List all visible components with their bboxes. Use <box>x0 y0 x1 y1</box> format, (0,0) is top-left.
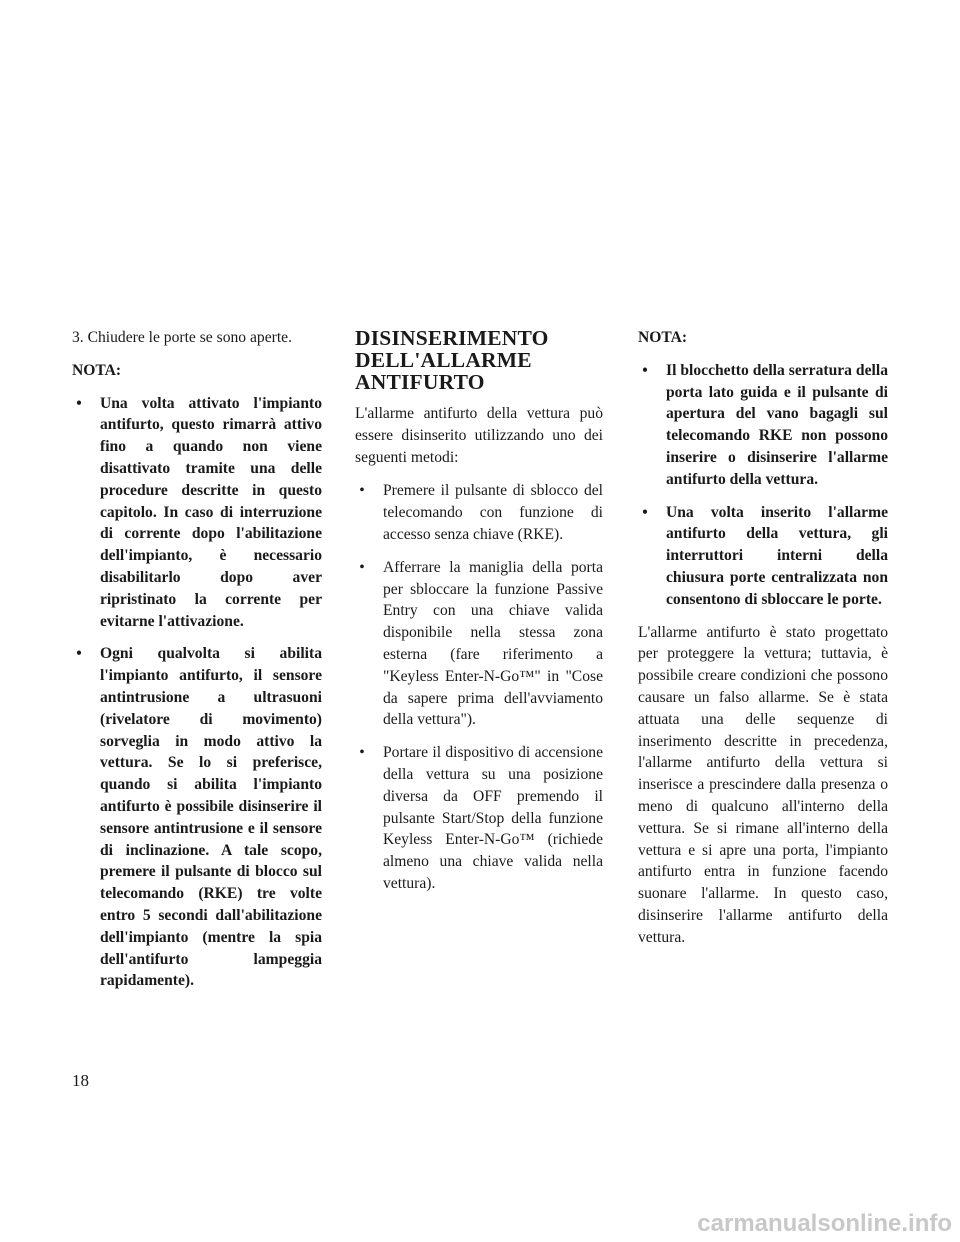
list-item <box>638 360 888 491</box>
bullet-icon: • <box>76 394 82 412</box>
method-bullet-list <box>355 480 603 894</box>
watermark: carmanualsonline.info <box>697 1210 952 1237</box>
list-item-text: Il blocchetto della serratura della porta lato guida e il pulsante di apertura del vano bagagli sul telecomando RKE non possono inserire o disinserire l'allarme antifurto della vettura. <box>666 361 888 488</box>
nota-label: NOTA: <box>638 329 688 346</box>
bullet-icon: • <box>359 558 365 576</box>
bullet-icon: • <box>642 361 648 379</box>
bullet-icon: • <box>359 744 365 762</box>
step-3-text: 3. Chiudere le porte se sono aperte. <box>72 329 292 346</box>
list-item <box>72 643 322 992</box>
section-heading: DISINSERIMENTO DELL'ALLARME ANTIFURTO <box>355 326 549 394</box>
bullet-icon: • <box>76 645 82 663</box>
left-column <box>72 327 322 1003</box>
list-item <box>355 742 603 895</box>
body-paragraph: L'allarme antifurto è stato progettato per proteggere la vettura; tuttavia, è possibile creare condizioni che possono causare un falso allarme. Se è stata attuata una delle sequenze di inserimento descritte in precedenza, l'allarme antifurto della vettura si inserisce a prescindere dalla presenza o meno di qualcuno all'interno della vettura. Se si rimane all'interno della vettura e si apre una porta, l'impianto antifurto entra in funzione facendo suonare l'allarme. In questo caso, disinserire l'allarme antifurto della vettura. <box>638 623 888 946</box>
bullet-icon: • <box>359 482 365 500</box>
list-item <box>355 557 603 731</box>
right-column <box>638 327 888 961</box>
list-item <box>72 393 322 633</box>
page-number: 18 <box>72 1071 89 1090</box>
list-item-text: Ogni qualvolta si abilita l'impianto antifurto, il sensore antintrusione a ultrasuoni (rivelatore di movimento) sorveglia in modo attivo la vettura. Se lo si preferisce, quando si abilita l'impianto antifurto è possibile disinserire il sensore antintrusione e il sensore di inclinazione. A tale scopo, premere il pulsante di blocco sul telecomando (RKE) tre volte entro 5 secondi dall'abilitazione dell'impianto (mentre la spia dell'antifurto lampeggia rapidamente). <box>100 645 322 990</box>
bullet-icon: • <box>642 503 648 521</box>
list-item-text: Premere il pulsante di sblocco del telecomando con funzione di accesso senza chiave (RKE). <box>383 482 603 543</box>
list-item <box>355 480 603 545</box>
intro-paragraph: L'allarme antifurto della vettura può essere disinserito utilizzando uno dei seguenti metodi: <box>355 405 603 466</box>
list-item <box>638 502 888 611</box>
list-item-text: Afferrare la maniglia della porta per sbloccare la funzione Passive Entry con una chiave valida disponibile nella stessa zona esterna (fare riferimento a "Keyless Enter-N-Go™" in "Cose da sapere prima dell'avviamento della vettura"). <box>383 558 603 729</box>
list-item-text: Portare il dispositivo di accensione della vettura su una posizione diversa da OFF premendo il pulsante Start/Stop della funzione Keyless Enter-N-Go™ (richiede almeno una chiave valida nella vettura). <box>383 744 603 892</box>
list-item-text: Una volta attivato l'impianto antifurto, questo rimarrà attivo fino a quando non viene disattivato tramite una delle procedure descritte in questo capitolo. In caso di interruzione di corrente dopo l'abilitazione dell'impianto, è necessario disabilitarlo dopo aver ripristinato la corrente per evitarne l'attivazione. <box>100 394 322 630</box>
nota-bullet-list <box>638 360 888 611</box>
nota-bullet-list <box>72 393 322 993</box>
nota-label: NOTA: <box>72 361 122 379</box>
middle-column <box>355 327 603 906</box>
list-item-text: Una volta inserito l'allarme antifurto della vettura, gli interruttori interni della chiusura porte centralizzata non consentono di sbloccare le porte. <box>666 503 888 608</box>
